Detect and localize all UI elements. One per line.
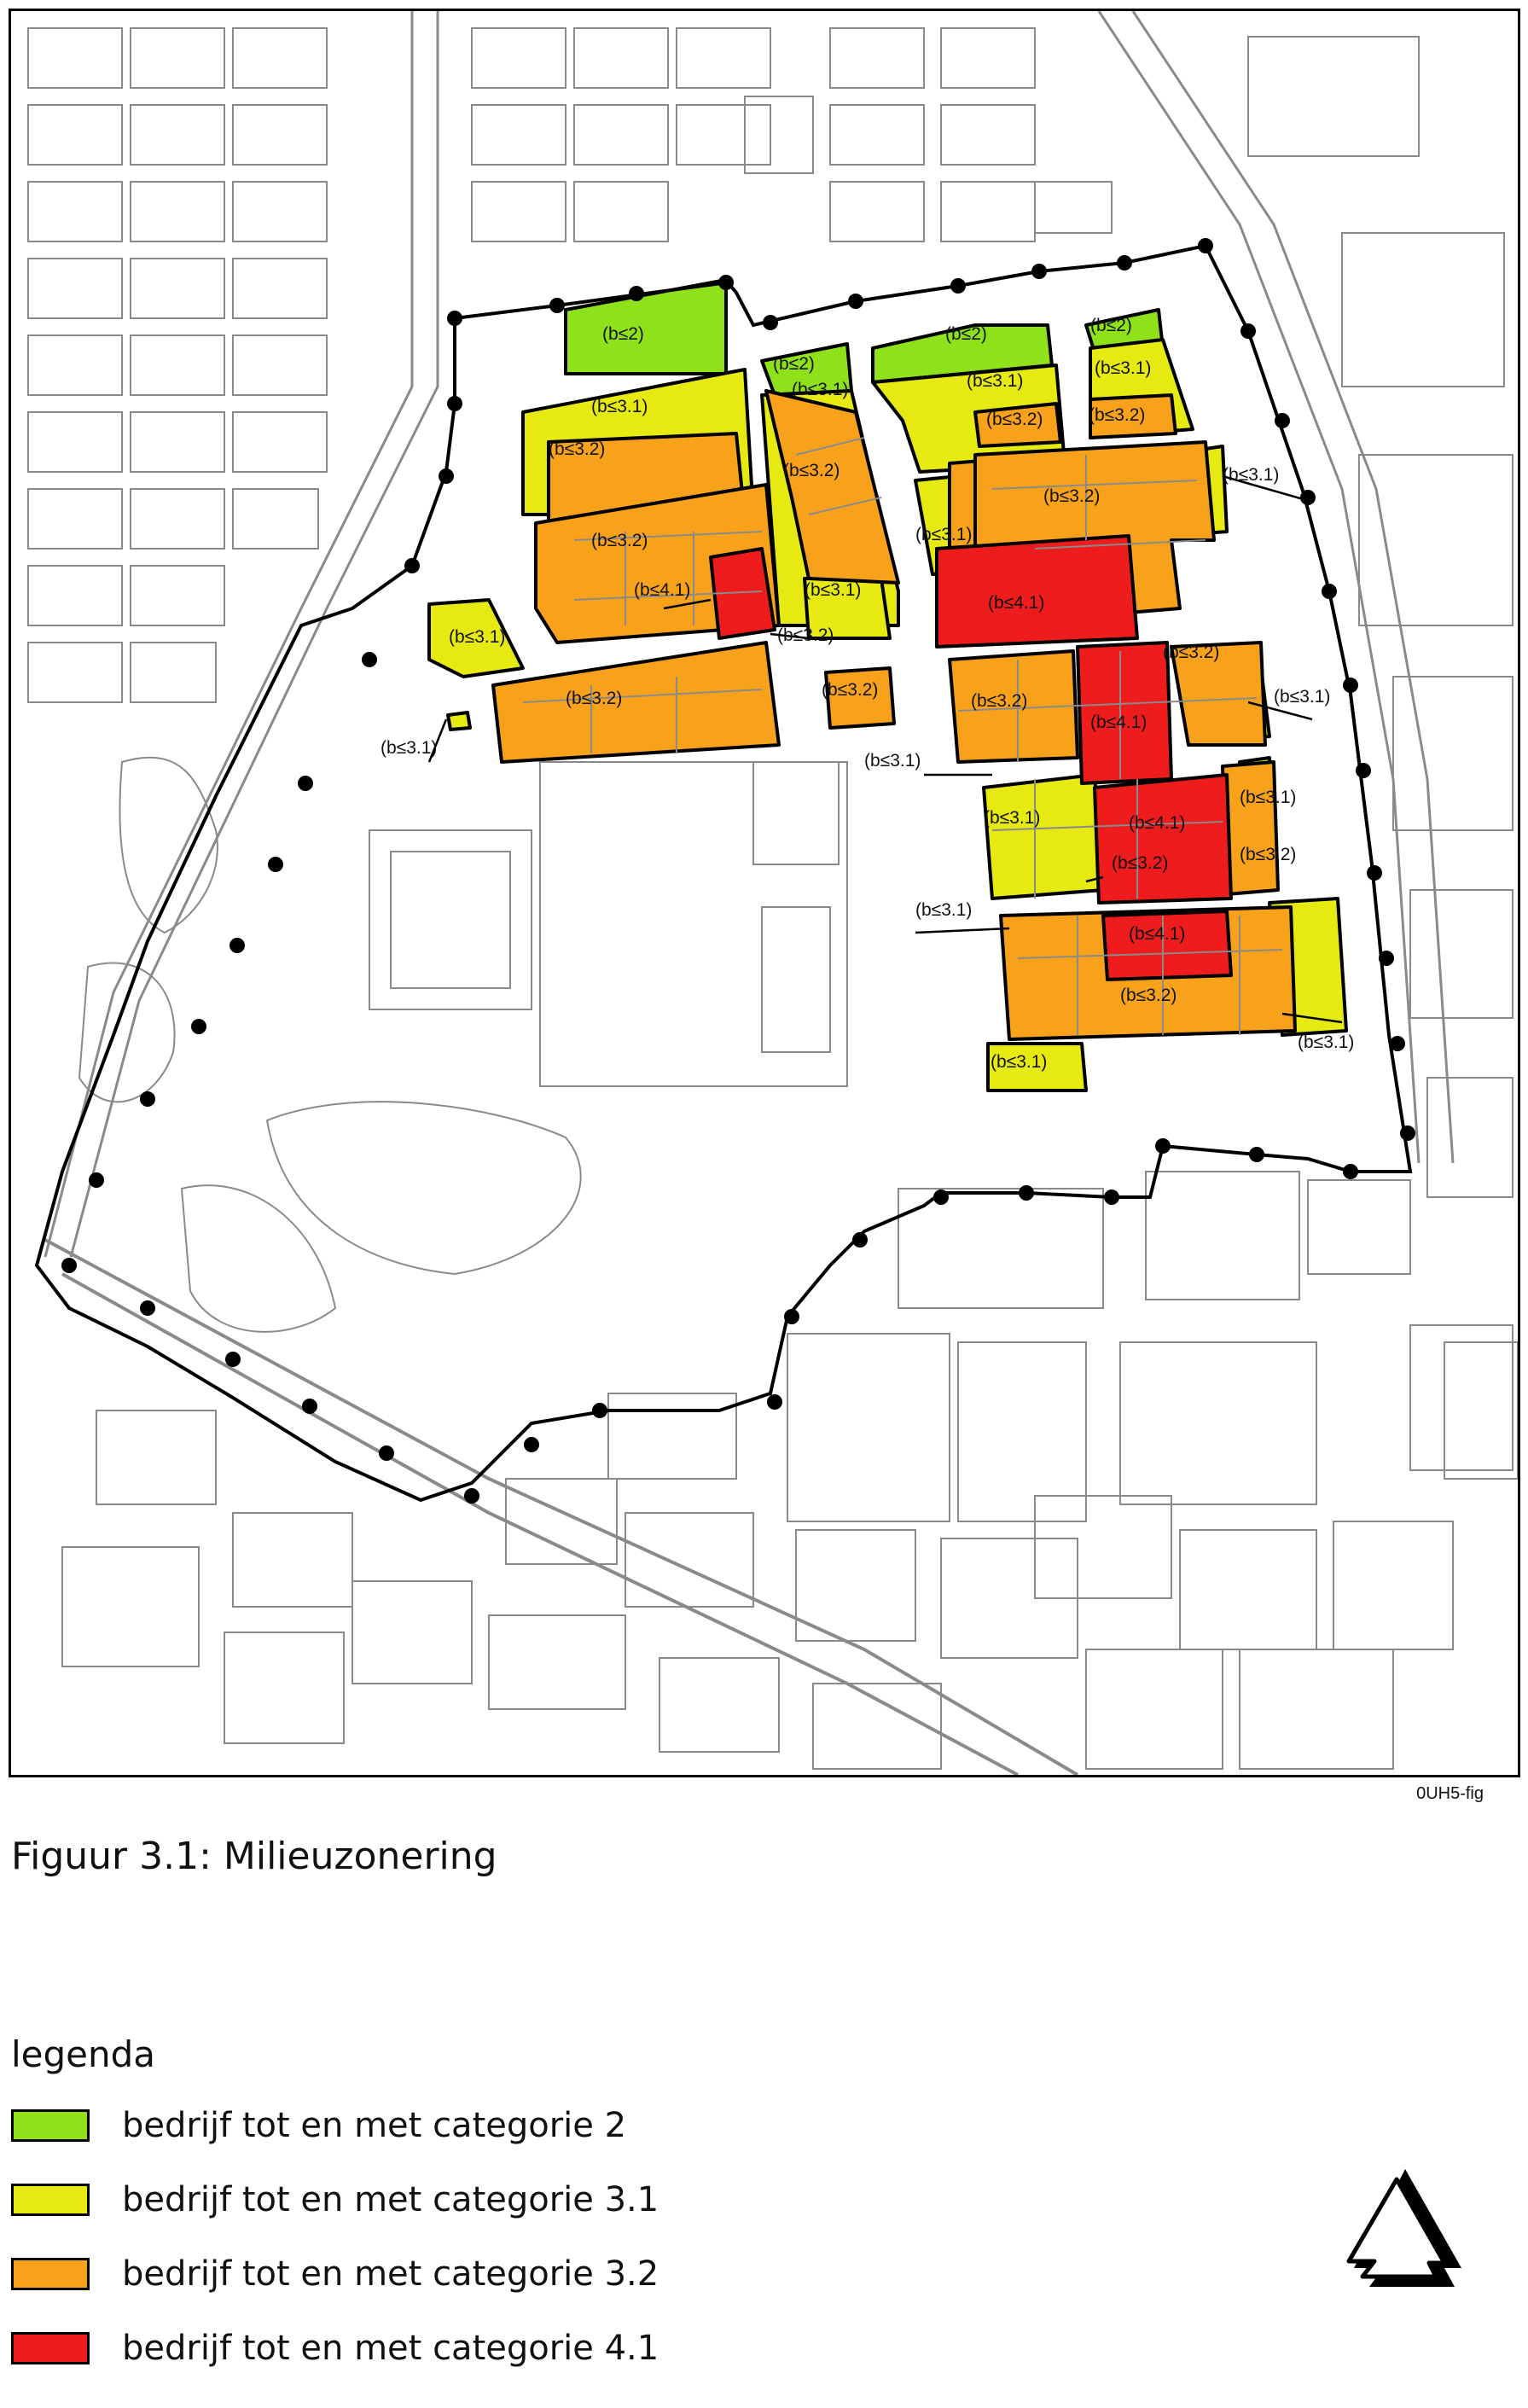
legend-item-cat32 (11, 2254, 659, 2294)
label-b31-6: (b≤3.1) (915, 525, 973, 544)
legend-swatch-cat41 (11, 2332, 90, 2364)
label-b32-10: (b≤3.2) (566, 689, 623, 708)
label-b2-4: (b≤2) (1090, 316, 1132, 335)
legend-swatch-cat31 (11, 2184, 90, 2216)
label-b31-7: (b≤3.1) (805, 580, 862, 600)
map-frame (9, 9, 1520, 1777)
label-b32-6: (b≤3.2) (591, 531, 648, 550)
label-b31-2: (b≤3.1) (792, 380, 849, 399)
zone-cat31-i (448, 713, 470, 730)
label-b32-3: (b≤3.2) (1089, 405, 1146, 425)
label-b41-5: (b≤4.1) (1129, 924, 1186, 944)
label-b32-12: (b≤3.2) (1112, 853, 1169, 873)
label-b32-8: (b≤3.2) (1163, 643, 1220, 662)
legend-item-cat41 (11, 2329, 659, 2368)
label-b31-16: (b≤3.1) (991, 1052, 1048, 1072)
label-b32-11: (b≤3.2) (971, 691, 1028, 711)
legend-label-cat41: bedrijf tot en met categorie 4.1 (122, 2329, 659, 2368)
zone-cat41-d (1095, 775, 1231, 903)
label-b32-7: (b≤3.2) (777, 625, 834, 645)
label-b31-10: (b≤3.1) (1274, 687, 1331, 707)
label-b31-4: (b≤3.1) (1095, 358, 1152, 378)
label-b2-1: (b≤2) (602, 324, 644, 344)
zone-cat31-l (984, 775, 1103, 899)
label-b41-4: (b≤4.1) (1129, 813, 1186, 833)
label-b41-3: (b≤4.1) (1090, 713, 1147, 732)
legend-swatch-cat32 (11, 2258, 90, 2290)
zoning-areas (429, 280, 1346, 1091)
label-b32-1: (b≤3.2) (549, 439, 606, 459)
base-map (28, 11, 1518, 1775)
label-b31-14: (b≤3.1) (915, 900, 973, 920)
label-b32-13: (b≤3.2) (1240, 845, 1297, 864)
label-b31-12: (b≤3.1) (1240, 788, 1297, 807)
zone-cat41-b (937, 536, 1137, 647)
north-arrow-icon (1344, 2167, 1489, 2295)
zoning-map (11, 11, 1518, 1775)
figure-code: 0UH5-fig (1416, 1784, 1484, 1803)
label-b2-2: (b≤2) (773, 354, 815, 374)
legend-label-cat32: bedrijf tot en met categorie 3.2 (122, 2254, 659, 2294)
legend-label-cat2: bedrijf tot en met categorie 2 (122, 2106, 627, 2145)
label-b32-5: (b≤3.2) (1043, 486, 1101, 506)
legend-label-cat31: bedrijf tot en met categorie 3.1 (122, 2180, 659, 2219)
label-b31-3: (b≤3.1) (967, 371, 1024, 391)
label-b32-14: (b≤3.2) (1120, 986, 1177, 1005)
label-b32-9: (b≤3.2) (822, 680, 879, 700)
zone-cat41-e (1103, 911, 1231, 980)
legend-item-cat31 (11, 2180, 659, 2219)
label-b41-1: (b≤4.1) (634, 580, 691, 600)
figure-caption: Figuur 3.1: Milieuzonering (11, 1835, 497, 1878)
label-b41-2: (b≤4.1) (988, 593, 1045, 613)
legend-swatch-cat2 (11, 2109, 90, 2142)
label-b31-5: (b≤3.1) (1223, 465, 1280, 485)
label-b2-3: (b≤2) (945, 324, 987, 344)
label-b31-9: (b≤3.1) (381, 738, 438, 758)
legend-item-cat2 (11, 2106, 626, 2145)
label-b31-1: (b≤3.1) (591, 397, 648, 416)
label-b32-4: (b≤3.2) (783, 461, 840, 480)
label-b31-13: (b≤3.1) (984, 808, 1041, 828)
label-b31-15: (b≤3.1) (1298, 1032, 1355, 1052)
legend-title: legenda (11, 2033, 156, 2075)
label-b32-2: (b≤3.2) (986, 410, 1043, 429)
label-b31-8: (b≤3.1) (449, 627, 506, 647)
label-b31-11: (b≤3.1) (864, 751, 921, 771)
